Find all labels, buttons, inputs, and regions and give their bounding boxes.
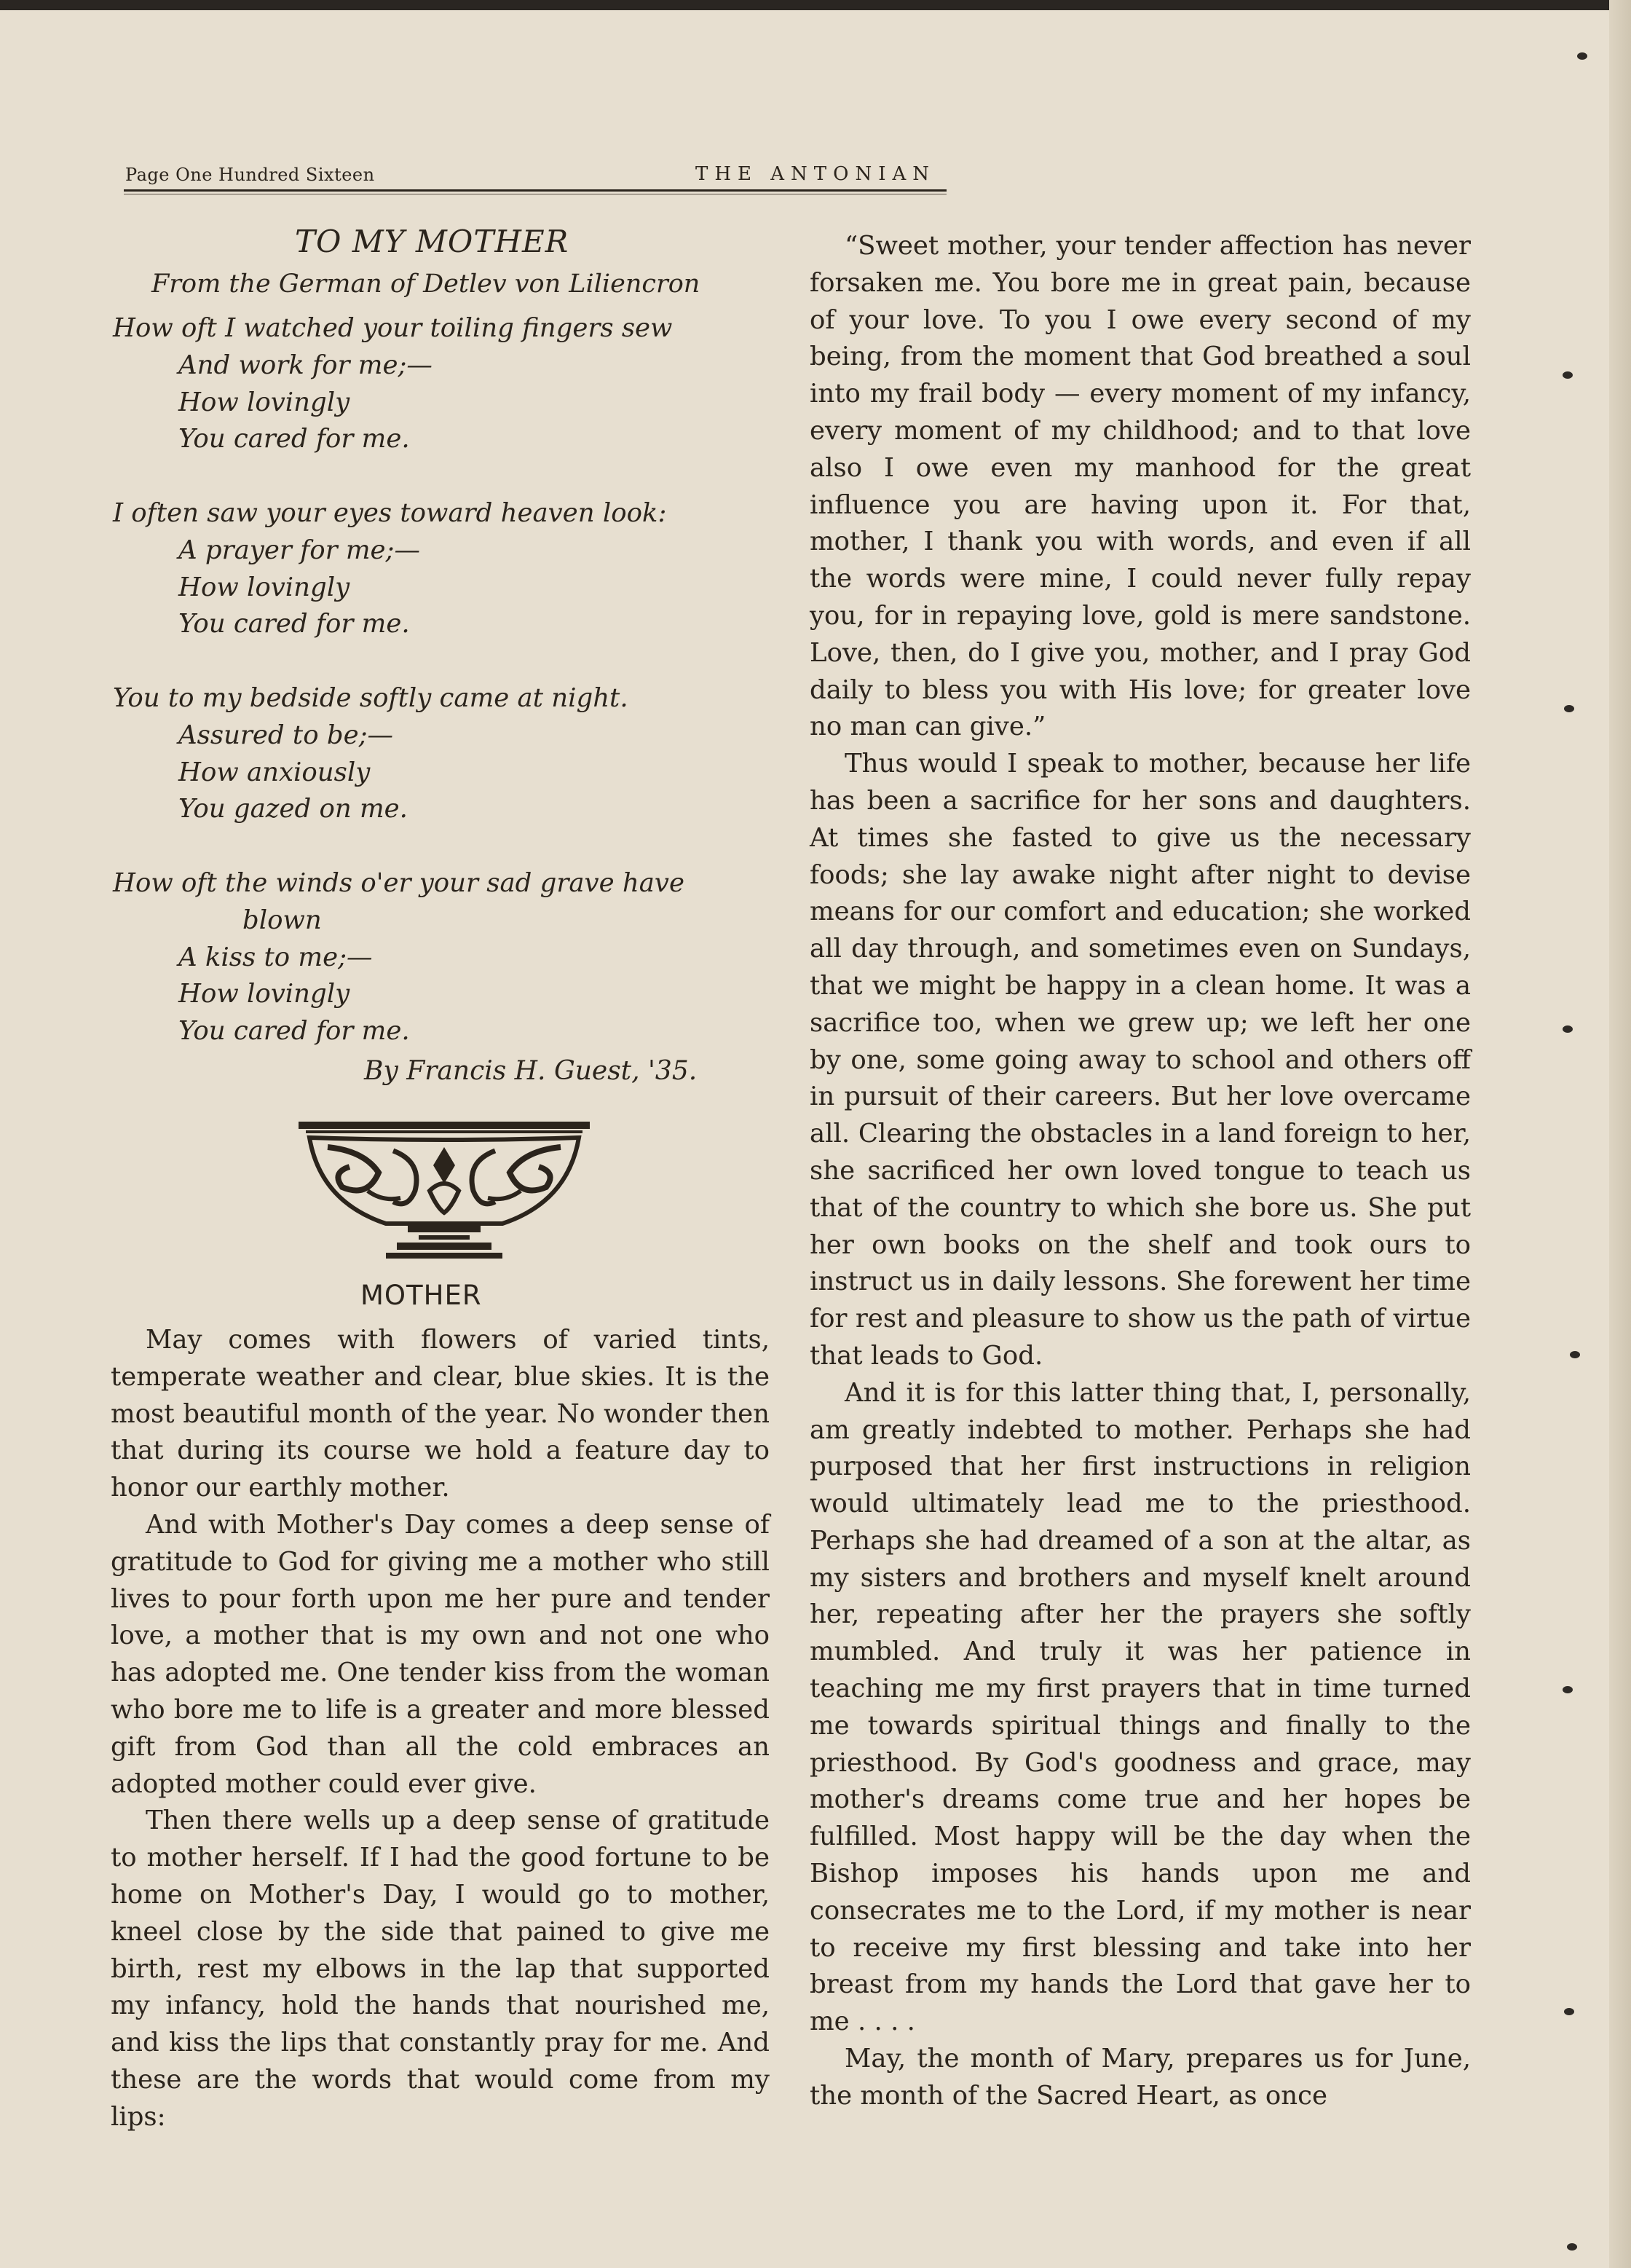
- binding-hole-mark: [1564, 705, 1574, 712]
- header-rule: [124, 189, 947, 192]
- poem-line: You gazed on me.: [178, 794, 408, 824]
- paragraph: May, the month of Mary, prepares us for June, the month of the Sacred Heart, as once: [810, 2044, 1471, 2111]
- paragraph: Thus would I speak to mother, because her life has been a sacrifice for her sons and daughters. At times she fasted to give us the necessary foods; she lay awake night after night to devise means for our comfort and education; she worked all day through, and sometimes even on Sundays, that we might be happy in a clean home. It was a sacrifice too, when we grew up; we left her one by one, some going away to school and others off in pursuit of their careers. But her love overcame all. Clearing the obstacles in a land foreign to her, she sacrificed her own loved tongue to teach us that of the country to which she bore us. She put her own books on the shelf and took ours to instruct us in daily lessons. She forewent her time for rest and pleasure to show us the path of virtue that leads to God.: [810, 749, 1471, 1371]
- paragraph: Then there wells up a deep sense of gratitude to mother herself. If I had the good fortune to be home on Mother's Day, I would go to mother, kneel close by the side that pained to give me birth, rest my elbows in the lap that supported my infancy, hold the hands that nourished me, and kiss the lips that constantly pray for me. And these are the words that would come from my lips:: [111, 1806, 770, 2132]
- poem-line: I often saw your eyes toward heaven look:: [113, 497, 667, 528]
- poem-line: How lovingly: [178, 387, 350, 417]
- poem-body: [113, 310, 783, 1050]
- binding-hole-mark: [1577, 52, 1587, 60]
- page-right-edge: [1609, 0, 1631, 2268]
- scan-top-edge: [0, 0, 1631, 10]
- poem-line: You cared for me.: [178, 1016, 410, 1047]
- poem-line: And work for me;—: [178, 350, 433, 380]
- publication-title: THE ANTONIAN: [695, 163, 936, 185]
- prose-title: MOTHER: [360, 1280, 482, 1311]
- binding-hole-mark: [1570, 1351, 1580, 1358]
- paragraph: And with Mother's Day comes a deep sense of gratitude to God for giving me a mother who still lives to pour forth upon me her pure and tender love, a mother that is my own and not one who has adopted me. One tender kiss from the woman who bore me to life is a greater and more blessed gift from God than all the cold embraces an adopted mother could ever give.: [111, 1509, 770, 1799]
- poem-subtitle: From the German of Detlev von Liliencron: [151, 269, 700, 299]
- poem-line: You cared for me.: [178, 609, 410, 639]
- paragraph: May comes with flowers of varied tints, temperate weather and clear, blue skies. It is the most beautiful month of the year. No wonder then that during its course we hold a feature day to honor our earthly mother.: [111, 1325, 770, 1503]
- running-header: [124, 165, 947, 194]
- poem-line: Assured to be;—: [178, 720, 394, 750]
- binding-hole-mark: [1563, 1686, 1573, 1693]
- binding-hole-mark: [1564, 2008, 1574, 2015]
- left-column-prose: [111, 1322, 770, 2136]
- paragraph: And it is for this latter thing that, I, personally, am greatly indebted to mother. Perhaps she had purposed that her first instructions in religion would ultimately lead me to the priesthood. Perhaps she had dreamed of a son at the altar, as my sisters and brothers and myself knelt around her, repeating after her the prayers she softly mumbled. And truly it was her patience in teaching me my first prayers that in time turned me towards spiritual things and finally to the priesthood. By God's goodness and grace, may mother's dreams come true and her hopes be fulfilled. Most happy will be the day when the Bishop imposes his hands upon me and consecrates me to the Lord, if my mother is near to receive my first blessing and take into her breast from my hands the Lord that gave her to me . . . .: [810, 1377, 1471, 2037]
- poem-line: How lovingly: [178, 979, 350, 1009]
- poem-line: How anxiously: [178, 757, 371, 787]
- paragraph: “Sweet mother, your tender affection has never forsaken me. You bore me in great pain, because of your love. To you I owe every second of my being, from the moment that God breathed a soul into my frail body — every moment of my infancy, every moment of my childhood; and to that love also I owe even my manhood for the great influence you are having upon it. For that, mother, I thank you with words, and even if all the words were mine, I could never fully repay you, for in repaying love, gold is mere sandstone. Love, then, do I give you, mother, and I pray God daily to bless you with His love; for greater love no man can give.”: [810, 231, 1471, 742]
- poem-line: How lovingly: [178, 572, 350, 602]
- poem-line: A prayer for me;—: [178, 535, 420, 565]
- decorative-urn-ornament-icon: [299, 1122, 590, 1260]
- poem-line: How oft I watched your toiling fingers sew: [113, 313, 673, 343]
- poem-byline: By Francis H. Guest, '35.: [364, 1056, 698, 1086]
- binding-hole-mark: [1563, 371, 1573, 379]
- poem-line: You cared for me.: [178, 424, 410, 454]
- right-column-prose: [810, 228, 1471, 2115]
- poem-line: blown: [242, 905, 322, 935]
- poem-line: You to my bedside softly came at night.: [113, 682, 628, 713]
- binding-hole-mark: [1563, 1025, 1573, 1033]
- poem-line: A kiss to me;—: [178, 942, 373, 972]
- poem-title: TO MY MOTHER: [295, 224, 569, 259]
- binding-hole-mark: [1567, 2243, 1577, 2251]
- page-number-label: Page One Hundred Sixteen: [125, 165, 375, 185]
- poem-line: How oft the winds o'er your sad grave have: [113, 867, 684, 898]
